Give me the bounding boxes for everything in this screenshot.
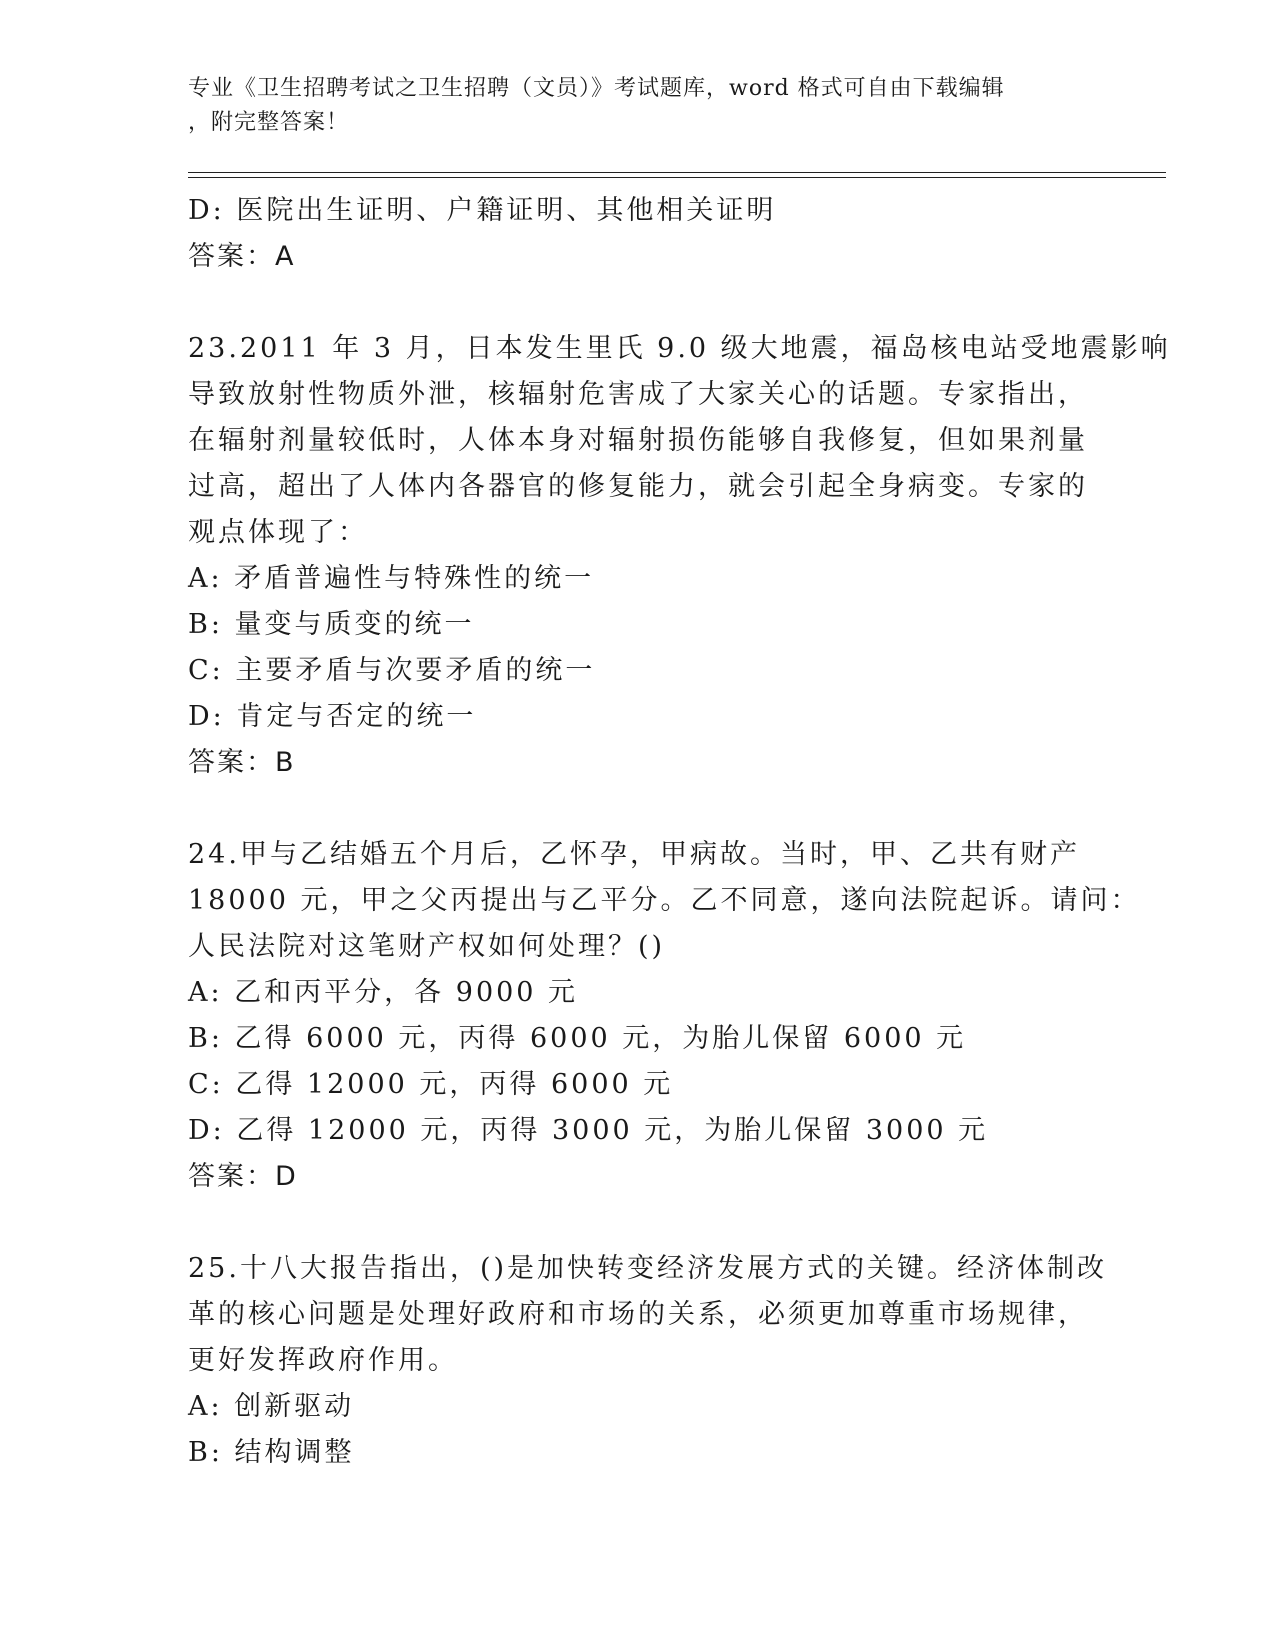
option-b: B: 结构调整: [188, 1437, 355, 1468]
option-b: B: 量变与质变的统一: [188, 609, 475, 640]
option-a: A: 乙和丙平分，各 9000 元: [188, 977, 579, 1008]
option-a: A: 创新驱动: [188, 1391, 355, 1422]
document-header: [188, 72, 1088, 140]
header-divider-bottom: [188, 177, 1166, 178]
question-25: [188, 1246, 1108, 1476]
header-title-line-2: ，附完整答案！: [188, 110, 350, 135]
question-24: [188, 832, 1141, 1200]
option-c: C: 主要矛盾与次要矛盾的统一: [188, 655, 596, 686]
answer: 答案：A: [188, 241, 296, 272]
option-d: D: 医院出生证明、户籍证明、其他相关证明: [188, 195, 777, 226]
document-body: [188, 188, 1171, 1476]
answer: 答案：B: [188, 747, 296, 778]
previous-question-tail: [188, 188, 1088, 280]
question-text-line: 革的核心问题是处理好政府和市场的关系，必须更加尊重市场规律，: [188, 1299, 1088, 1330]
option-d: D: 乙得 12000 元，丙得 3000 元，为胎儿保留 3000 元: [188, 1115, 989, 1146]
header-title-line-1: 专业《卫生招聘考试之卫生招聘（文员）》考试题库，word 格式可自由下载编辑: [188, 76, 1005, 101]
option-a: A: 矛盾普遍性与特殊性的统一: [188, 563, 595, 594]
question-text-line: 过高，超出了人体内各器官的修复能力，就会引起全身病变。专家的: [188, 471, 1088, 502]
question-text-line: 人民法院对这笔财产权如何处理？(): [188, 931, 666, 962]
header-divider-top: [188, 172, 1166, 173]
option-c: C: 乙得 12000 元，丙得 6000 元: [188, 1069, 674, 1100]
question-text-line: 导致放射性物质外泄，核辐射危害成了大家关心的话题。专家指出，: [188, 379, 1088, 410]
question-text-line: 观点体现了：: [188, 517, 368, 548]
question-text-line: 24.甲与乙结婚五个月后，乙怀孕，甲病故。当时，甲、乙共有财产: [188, 839, 1080, 870]
question-text-line: 25.十八大报告指出，()是加快转变经济发展方式的关键。经济体制改: [188, 1253, 1108, 1284]
answer: 答案：D: [188, 1161, 298, 1192]
question-text-line: 更好发挥政府作用。: [188, 1345, 458, 1376]
question-text-line: 18000 元，甲之父丙提出与乙平分。乙不同意，遂向法院起诉。请问：: [188, 885, 1141, 916]
option-b: B: 乙得 6000 元，丙得 6000 元，为胎儿保留 6000 元: [188, 1023, 967, 1054]
question-23: [188, 326, 1171, 786]
question-text-line: 23.2011 年 3 月，日本发生里氏 9.0 级大地震，福岛核电站受地震影响: [188, 333, 1171, 364]
option-d: D: 肯定与否定的统一: [188, 701, 477, 732]
question-text-line: 在辐射剂量较低时，人体本身对辐射损伤能够自我修复，但如果剂量: [188, 425, 1088, 456]
